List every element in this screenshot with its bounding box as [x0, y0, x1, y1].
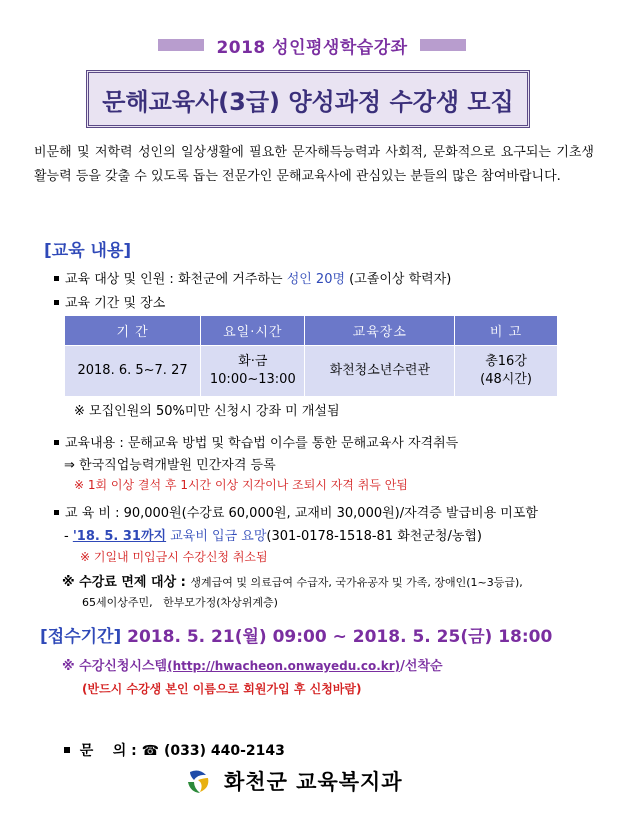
content-line	[54, 432, 458, 451]
note-hours: (48시간)	[480, 372, 532, 387]
payment-request: 교육비 입금 요망	[166, 529, 267, 544]
contact-line	[54, 724, 285, 760]
main-title-box	[86, 70, 530, 128]
banner-bar-left	[158, 39, 204, 51]
bullet-icon	[54, 276, 59, 281]
table-cell-period: 2018. 6. 5~7. 27	[65, 346, 201, 397]
section-heading-content: [교육 내용]	[44, 241, 132, 261]
note-sessions: 총16강	[485, 354, 527, 369]
payment-deadline: '18. 5. 31까지	[72, 529, 167, 544]
days-text: 화·금	[238, 354, 268, 369]
table-header: 요일·시간	[201, 316, 305, 346]
exemption-label: ※ 수강료 면제 대상 :	[62, 575, 191, 590]
absence-warning: ※ 1회 이상 결석 후 1시간 이상 지각이나 조퇴시 자격 취득 안됨	[74, 478, 408, 492]
period-label	[54, 292, 165, 311]
target-highlight: 성인 20명	[286, 272, 346, 287]
target-suffix: (고졸이상 학력자)	[345, 272, 452, 287]
table-header: 교육장소	[305, 316, 455, 346]
payment-account: (301-0178-1518-81 화천군청/농협)	[266, 529, 483, 544]
target-prefix: 교육 대상 및 인원 : 화천군에 거주하는	[65, 272, 287, 287]
intro-paragraph: 비문해 및 저학력 성인의 일상생활에 필요한 문자해득능력과 사회적, 문화적으로 요구되는 기초생활능력 등을 갖출 수 있도록 돕는 전문가인 문해교육사에 관심있는 분들의 많은 참여바랍니다.	[34, 145, 594, 184]
exemption-line	[62, 571, 523, 590]
system-url-link[interactable]: (http://hwacheon.onwayedu.co.kr)	[167, 659, 401, 673]
apply-dates: 2018. 5. 21(월) 09:00 ~ 2018. 5. 25(금) 18:00	[121, 627, 553, 647]
minimum-note: ※ 모집인원의 50%미만 신청시 강좌 미 개설됨	[74, 404, 340, 419]
exemption-line2: 65세이상주민, 한부모가정(차상위계층)	[82, 596, 278, 609]
period-label-text: 교육 기간 및 장소	[65, 296, 166, 311]
system-label: ※ 수강신청시스템	[62, 659, 168, 674]
footer-org: 화천군 교육복지과	[224, 770, 403, 794]
schedule-table	[64, 315, 558, 397]
table-cell-note	[455, 346, 558, 397]
cancel-note: ※ 기일내 미입금시 수강신청 취소됨	[80, 550, 268, 564]
table-header: 비 고	[455, 316, 558, 346]
fee-line	[54, 502, 538, 521]
system-suffix: /선착순	[400, 659, 443, 674]
contact-phone: (033) 440-2143	[163, 743, 285, 759]
fee-line-text: 교 육 비 : 90,000원(수강료 60,000원, 교재비 30,000원)/자격증 발급비용 미포함	[65, 506, 538, 521]
apply-period	[40, 622, 552, 647]
banner-title: 2018 성인평생학습강좌	[216, 37, 408, 58]
table-cell-days	[201, 346, 305, 397]
banner-bar-right	[420, 39, 466, 51]
table-cell-place: 화천청소년수련관	[305, 346, 455, 397]
apply-label: [접수기간]	[40, 627, 122, 647]
cert-line: ⇒ 한국직업능력개발원 민간자격 등록	[64, 458, 276, 473]
content-line-text: 교육내용 : 문해교육 방법 및 학습법 이수를 통한 문해교육사 자격취득	[65, 436, 459, 451]
table-header: 기 간	[65, 316, 201, 346]
main-title: 문해교육사(3급) 양성과정 수강생 모집	[102, 87, 514, 116]
footer	[184, 766, 403, 796]
bullet-icon	[54, 510, 59, 515]
bullet-icon	[54, 300, 59, 305]
table-row	[65, 346, 558, 397]
exemption-line1: 생계급여 및 의료급여 수급자, 국가유공자 및 가족, 장애인(1~3등급),	[190, 576, 523, 589]
phone-icon: ☎	[141, 743, 160, 759]
hwacheon-logo-icon	[184, 766, 214, 796]
system-line	[62, 655, 443, 674]
table-header-row	[65, 316, 558, 346]
bullet-icon	[54, 440, 59, 445]
contact-label: 문 의 :	[79, 743, 142, 759]
register-note: (반드시 수강생 본인 이름으로 회원가입 후 신청바람)	[82, 682, 362, 696]
target-line	[54, 268, 451, 287]
time-text: 10:00~13:00	[209, 372, 296, 387]
payment-line	[64, 525, 482, 544]
bullet-icon	[64, 747, 70, 753]
payment-dash: -	[64, 529, 73, 544]
top-banner	[158, 34, 466, 56]
